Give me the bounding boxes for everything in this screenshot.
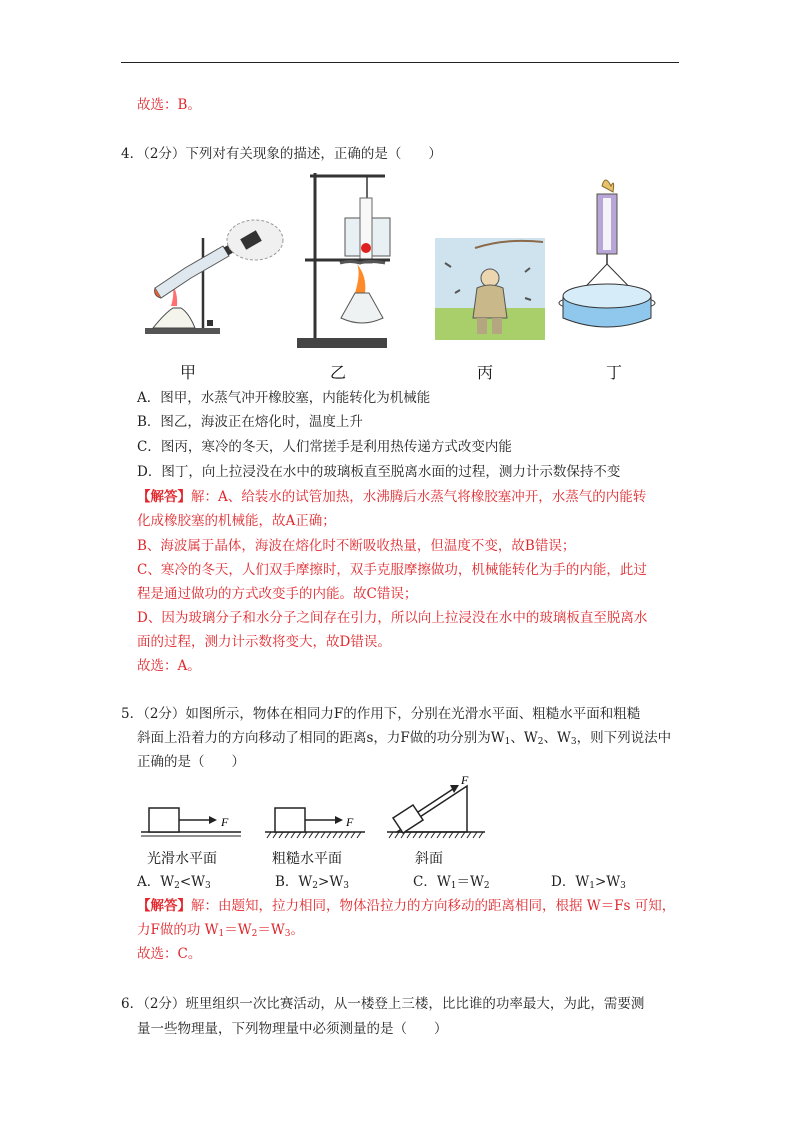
q4-fig-label-ding: 丁 bbox=[606, 363, 623, 382]
q5-option-d: D．$W_1>W_3$ bbox=[551, 874, 626, 891]
q4-analysis-line-6: D、因为玻璃分子和水分子之间存在引力，所以向上拉浸没在水中的玻璃板直至脱离水 bbox=[137, 610, 648, 626]
q4-fig-label-yi: 乙 bbox=[330, 363, 347, 382]
q5-answer: 故选：C。 bbox=[137, 946, 202, 962]
q5-option-b: B．$W_2>W_3$ bbox=[275, 874, 349, 891]
force-label-1: F bbox=[221, 815, 229, 829]
fig-jia-tube-heating bbox=[145, 220, 283, 334]
q6-stem-line-1: 6．（2分）班里组织一次比赛活动，从一楼登上三楼，比比谁的功率最大，为此，需要测 bbox=[121, 996, 645, 1012]
q5-option-a: A．$W_2<W_3$ bbox=[137, 874, 211, 891]
q5-option-c: C．$W_1=W_2$ bbox=[413, 874, 490, 891]
q4-figures bbox=[145, 168, 675, 358]
q5-stem-line-2: 斜面上沿着力的方向移动了相同的距离s，力F做的功分别为$W_1$、$W_2$、$W_3$，则下列说法中 bbox=[137, 730, 672, 747]
fig-incline bbox=[387, 785, 485, 838]
q4-option-d: D．图丁，向上拉浸没在水中的玻璃板直至脱离水面的过程，测力计示数保持不变 bbox=[137, 464, 621, 480]
q4-analysis-tag: 【解答】 bbox=[137, 489, 191, 505]
q4-analysis-line-2: 化成橡胶塞的机械能，故A正确； bbox=[137, 513, 336, 529]
fig-bing-winter bbox=[435, 238, 545, 340]
header-rule bbox=[121, 62, 679, 63]
q5-analysis-line-2: 力F做的功 $W_1=W_2=W_3$。 bbox=[137, 922, 305, 939]
q4-answer: 故选：A。 bbox=[137, 658, 201, 674]
q4-analysis-line-3: B、海波属于晶体，海波在熔化时不断吸收热量，但温度不变，故B错误； bbox=[137, 538, 576, 554]
q4-analysis-line-4: C、寒冷的冬天，人们双手摩擦时，双手克服摩擦做功，机械能转化为手的内能，此过 bbox=[137, 562, 647, 578]
q4-option-b: B．图乙，海波正在熔化时，温度上升 bbox=[137, 414, 363, 430]
q4-stem: 4．（2分）下列对有关现象的描述，正确的是（ ） bbox=[121, 146, 442, 162]
q4-analysis-line-7: 面的过程，测力计示数将变大，故D错误。 bbox=[137, 634, 391, 650]
q4-fig-label-bing: 丙 bbox=[477, 363, 494, 382]
force-label-2: F bbox=[346, 815, 354, 829]
q5-figures bbox=[135, 772, 505, 844]
fig-ding-spring-scale bbox=[559, 180, 655, 327]
q4-analysis-line-5: 程是通过做功的方式改变手的内能。故C错误； bbox=[137, 586, 418, 602]
q5-analysis-tag: 【解答】 bbox=[137, 898, 191, 914]
q4-analysis-line-1: 【解答】解：A、给装水的试管加热，水沸腾后水蒸气将橡胶塞冲开，水蒸气的内能转 bbox=[137, 489, 647, 505]
q5-fig-label-incline: 斜面 bbox=[415, 851, 443, 867]
q4-fig-label-jia: 甲 bbox=[180, 363, 197, 382]
fig-yi-melting bbox=[297, 173, 390, 348]
q5-fig-label-smooth: 光滑水平面 bbox=[147, 851, 217, 867]
q4-option-a: A．图甲，水蒸气冲开橡胶塞，内能转化为机械能 bbox=[137, 390, 431, 406]
q5-analysis-line-1: 【解答】解：由题知，拉力相同，物体沿拉力的方向移动的距离相同，根据 W＝Fs 可知， bbox=[137, 898, 676, 914]
force-label-3: F bbox=[461, 773, 469, 787]
q4-option-c: C．图丙，寒冷的冬天，人们常搓手是利用热传递方式改变内能 bbox=[137, 439, 512, 455]
q5-stem-line-3: 正确的是（ ） bbox=[137, 754, 245, 770]
q5-stem-line-1: 5．（2分）如图所示，物体在相同力F的作用下，分别在光滑水平面、粗糙水平面和粗糙 bbox=[121, 706, 641, 722]
q3-answer: 故选：B。 bbox=[137, 97, 201, 113]
q5-fig-label-rough: 粗糙水平面 bbox=[272, 851, 342, 867]
q6-stem-line-2: 量一些物理量，下列物理量中必须测量的是（ ） bbox=[137, 1021, 448, 1037]
